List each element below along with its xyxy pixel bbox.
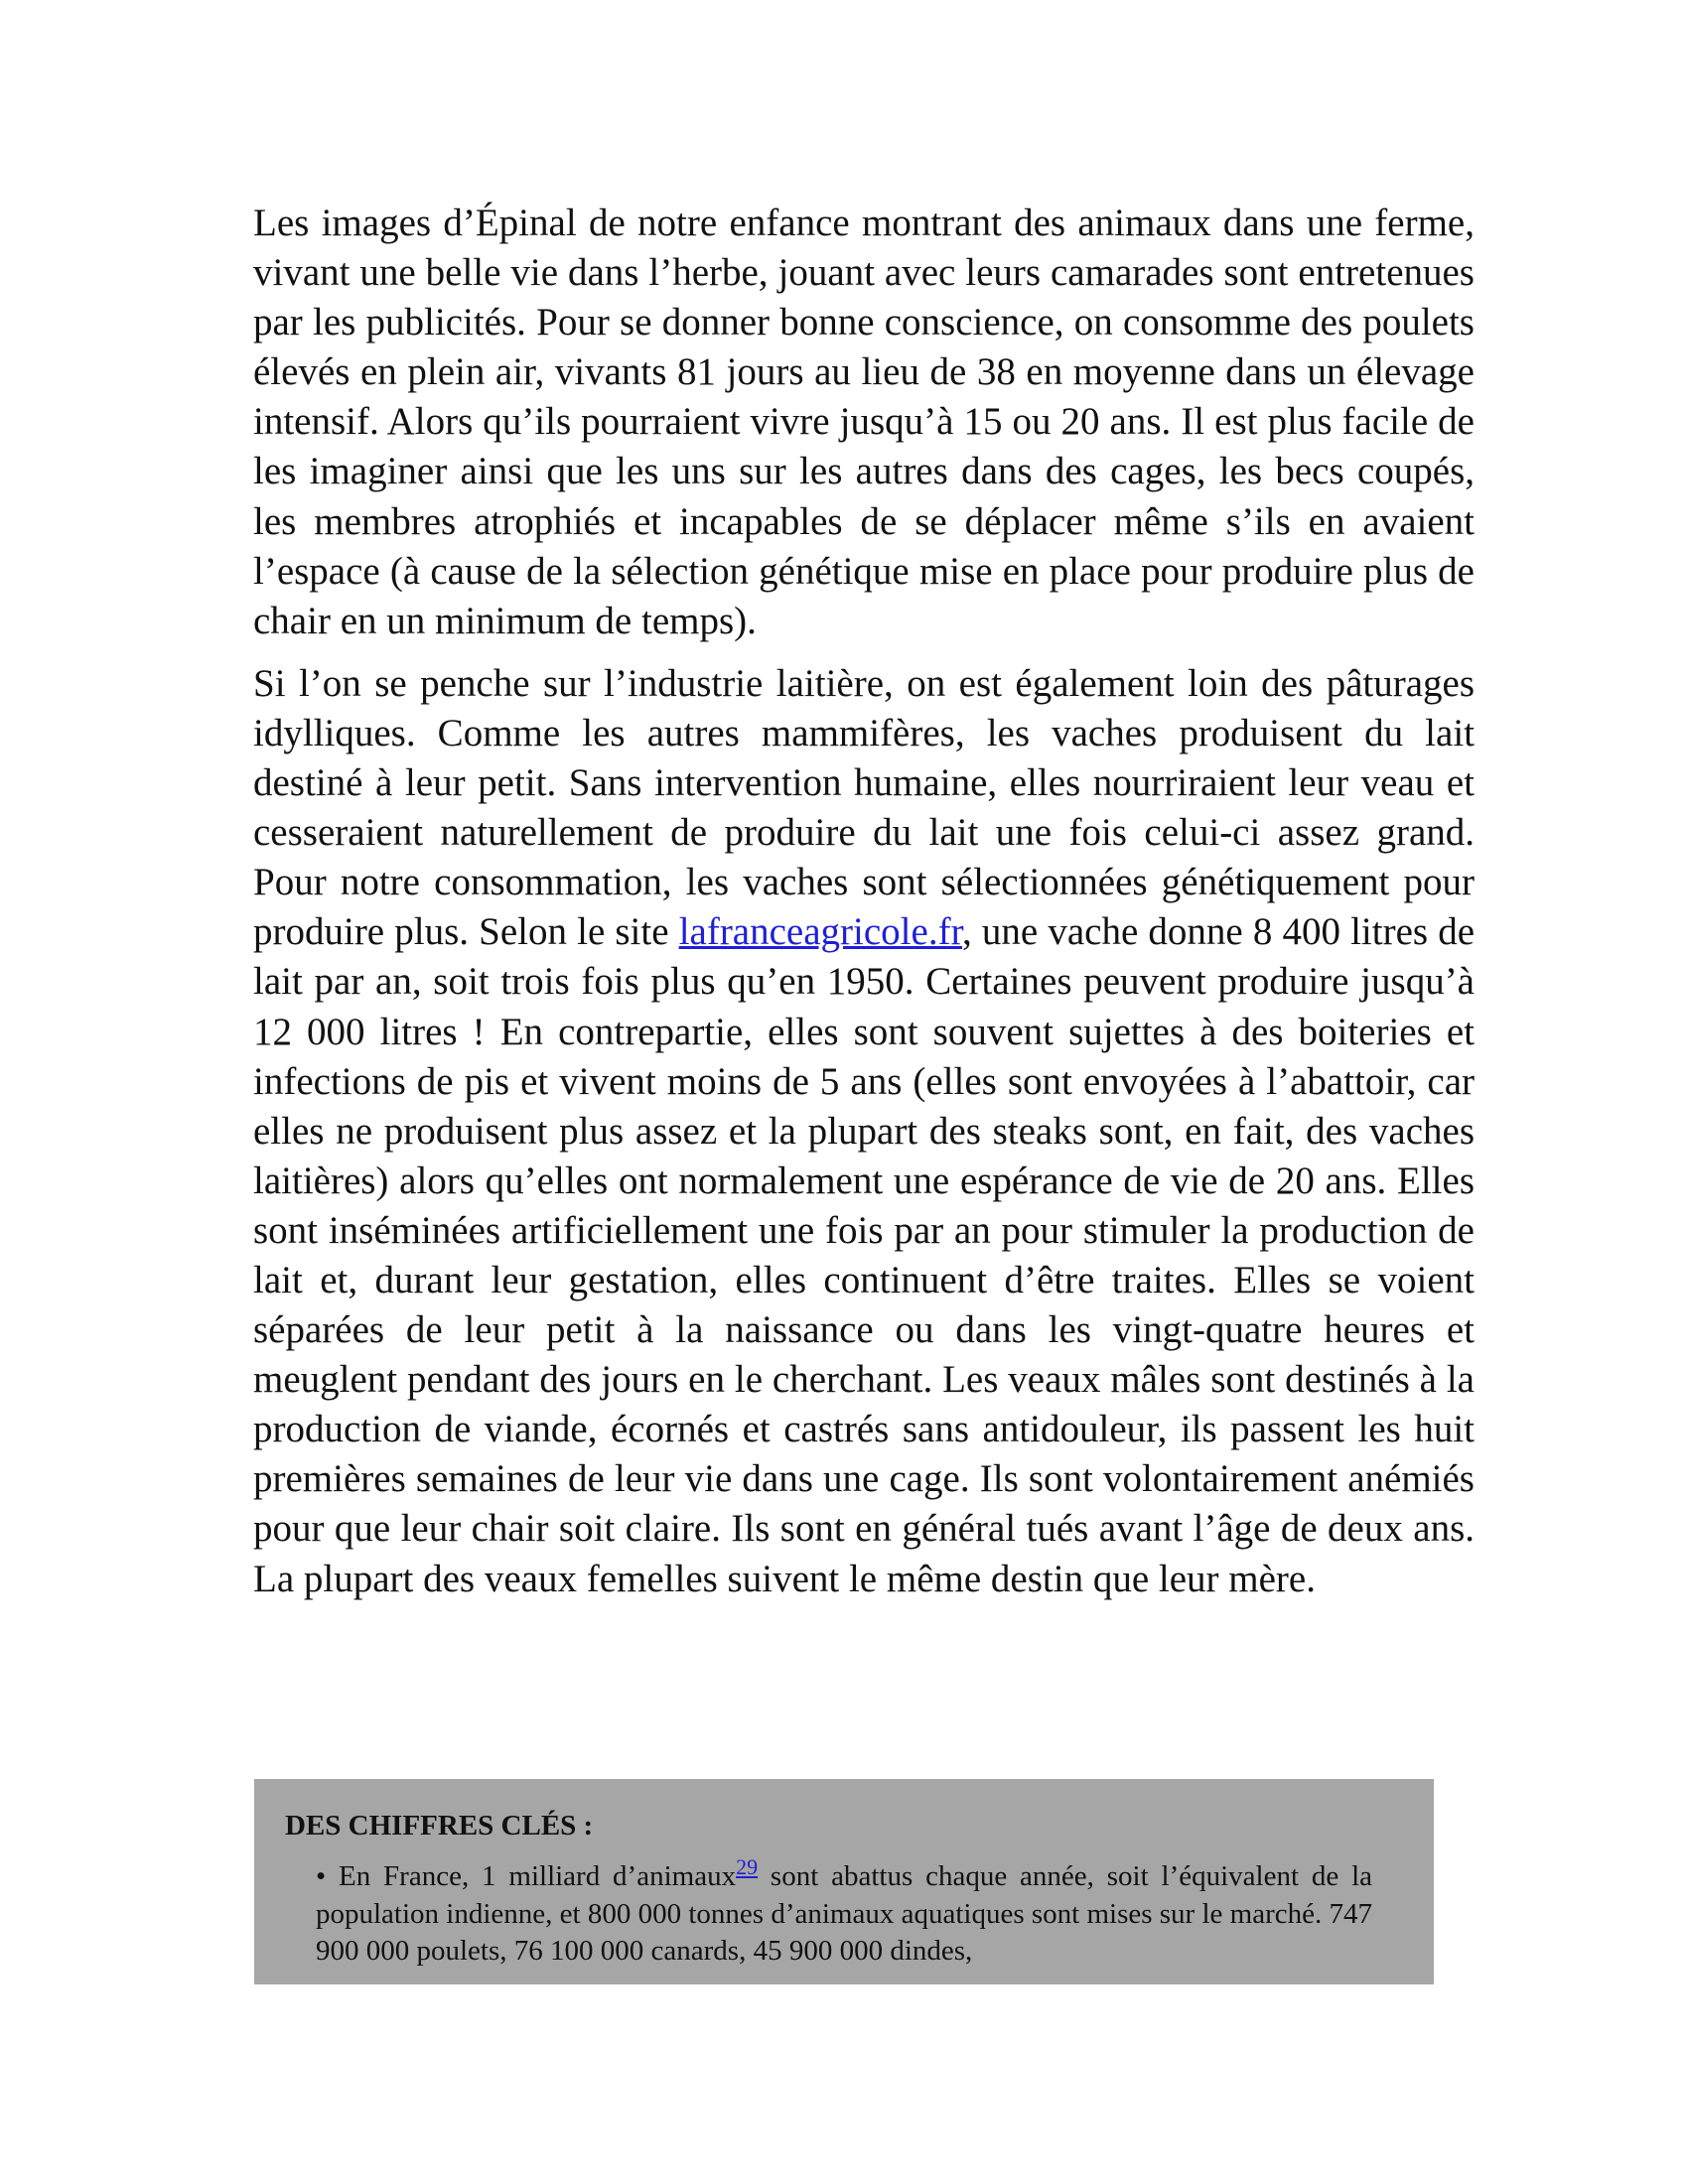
paragraph-epinal-images: Les images d’Épinal de notre enfance montrant des animaux dans une ferme, vivant une belle vie dans l’herbe, jouant avec leurs camarades sont entretenues par les publicités. Pour se donner bonne conscience, on consomme des poulets élevés en plein air, vivants 81 jours au lieu de 38 en moyenne dans un élevage intensif. Alors qu’ils pourraient vivre jusqu’à 15 ou 20 ans. Il est plus facile de les imaginer ainsi que les uns sur les autres dans des cages, les becs coupés, les membres atrophiés et incapables de se déplacer même s’ils en avaient l’espace (à cause de la sélection génétique mise en place pour produire plus de chair en un minimum de temps). xyxy=(253,202,1475,642)
footnote-ref-link[interactable]: 29 xyxy=(736,1854,759,1879)
key-figures-title: DES CHIFFRES CLÉS : xyxy=(285,1810,594,1842)
lafranceagricole-link[interactable]: lafranceagricole.fr xyxy=(678,910,962,954)
key-figures-box xyxy=(254,1779,1434,1984)
bullet-text-start: En France, 1 milliard d’animaux xyxy=(326,1860,737,1892)
paragraph-dairy-industry xyxy=(253,659,1475,1604)
paragraph-dairy-text-end: , une vache donne 8 400 litres de lait par an, soit trois fois plus qu’en 1950. Certaines peuvent produire jusqu’à 12 000 litres ! En contrepartie, elles sont souvent sujettes à des boiteries et infections de pis et vivent moins de 5 ans (elles sont envoyées à l’abattoir, car elles ne produisent plus assez et la plupart des steaks sont, en fait, des vaches laitières) alors qu’elles ont normalement une espérance de vie de 20 ans. Elles sont inséminées artificiellement une fois par an pour stimuler la production de lait et, durant leur gestation, elles continuent d’être traites. Elles se voient séparées de leur petit à la naissance ou dans les vingt-quatre heures et meuglent pendant des jours en le cherchant. Les veaux mâles sont destinés à la production de viande, écornés et castrés sans antidouleur, ils passent les huit premières semaines de leur vie dans une cage. Ils sont volontairement anémiés pour que leur chair soit claire. Ils sont en général tués avant l’âge de deux ans. La plupart des veaux femelles suivent le même destin que leur mère. xyxy=(253,910,1476,1600)
body-text xyxy=(253,199,1475,1604)
bullet-text-end: sont abattus chaque année, soit l’équivalent de la population indienne, et 800 000 tonnes d’animaux aquatiques sont mises sur le marché. 747 900 000 poulets, 76 100 000 canards, 45 900 000 dindes, xyxy=(316,1860,1372,1967)
key-figures-bullet xyxy=(316,1854,1372,1971)
bullet-icon: • xyxy=(316,1860,327,1892)
paragraph-dairy-text-start: Si l’on se penche sur l’industrie laitière, on est également loin des pâturages idylliques. Comme les autres mammifères, les vaches produisent du lait destiné à leur petit. Sans intervention humaine, elles nourriraient leur veau et cesseraient naturellement de produire du lait une fois celui-ci assez grand. Pour notre consommation, les vaches sont sélectionnées génétiquement pour produire plus. Selon le site xyxy=(253,661,1475,954)
